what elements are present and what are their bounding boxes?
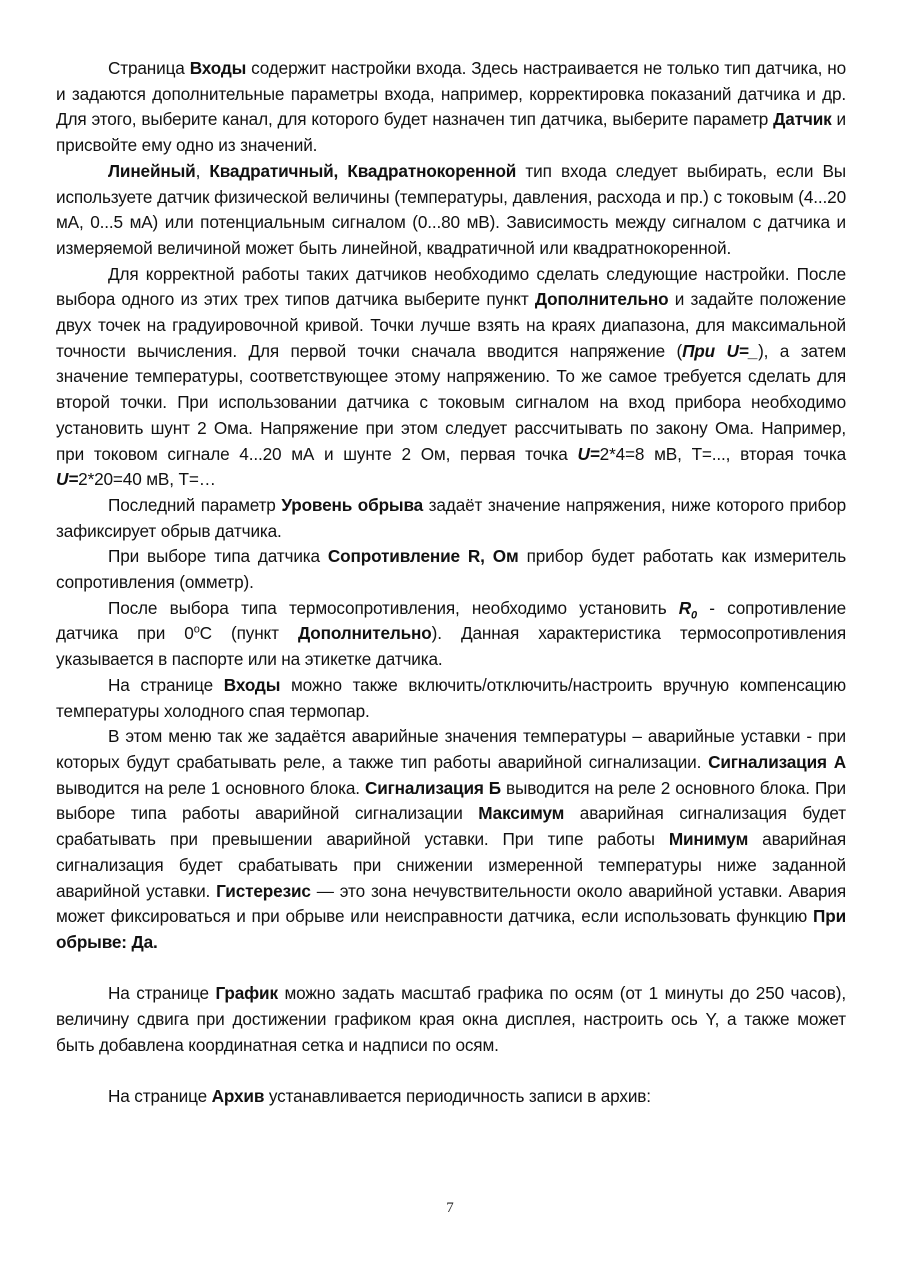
text: В этом меню так же задаётся аварийные значения температуры – аварийные уставки - при которых будут срабатывать реле, а также тип работы аварийной сигнализации. — [56, 726, 846, 772]
bold-term: Сигнализация Б — [364, 777, 501, 798]
bold-term: Входы — [223, 674, 281, 695]
bold-term: График — [215, 983, 278, 1004]
bold-italic-term: U= — [577, 443, 600, 464]
bold-italic-term: R — [678, 597, 692, 618]
text: Для корректной работы таких датчиков необходимо сделать следующие настройки. После выбора одного из этих трех типов датчика выберите пункт — [56, 263, 846, 310]
text: и задайте положение двух точек на градуировочной кривой. Точки лучше взять на краях диапазона, для максимальной точности вычисления. Для первой точки сначала вводится напряжение ( — [56, 289, 846, 361]
subscript: 0 — [691, 609, 698, 622]
bold-term: Максимум — [478, 803, 565, 824]
bold-term: Минимум — [668, 829, 749, 850]
paragraph-input-types — [56, 159, 846, 262]
text: На странице — [108, 1086, 212, 1107]
bold-term: Сигнализация А — [708, 751, 846, 772]
text: — это зона нечувствительности около аварийной уставки. Авария может фиксироваться и при обрыве или неисправности датчика, если использовать функцию — [56, 880, 846, 927]
bold-term: Входы — [189, 58, 247, 78]
text: прибор будет работать как измеритель сопротивления (омметр). — [56, 546, 847, 593]
text: На странице — [108, 983, 216, 1004]
text: 2*20=40 мВ, Т=… — [78, 469, 216, 490]
text: содержит настройки входа. Здесь настраивается не только тип датчика, но и задаются дополнительные параметры входа, например, корректировка показаний датчика и др. Для этого, выберите канал, для которого будет назначен тип датчика, выберите параметр — [56, 58, 846, 130]
paragraph-inputs-page — [56, 56, 846, 159]
bold-term: Дополнительно — [534, 289, 669, 310]
bold-term: При обрыве: Да. — [56, 906, 846, 952]
bold-term: Квадратичный, Квадратнокоренной — [209, 160, 517, 181]
bold-term: Дополнительно — [297, 623, 432, 644]
text: задаёт значение напряжения, ниже которого прибор зафиксирует обрыв датчика. — [56, 494, 846, 541]
text: При выборе типа датчика — [108, 546, 328, 567]
text: ). Данная характеристика термосопротивления указывается в паспорте или на этикетке датчика. — [56, 623, 846, 670]
text: аварийная сигнализация будет срабатывать при снижении измеренной температуры ниже заданной аварийной уставки. — [56, 829, 847, 901]
text: и присвойте ему одно из значений. — [56, 109, 846, 156]
text: На странице — [108, 674, 224, 695]
page-number: 7 — [446, 1200, 454, 1216]
text: можно задать масштаб графика по осям (от 1 минуты до 250 часов), величину сдвига при достижении графиком края окна дисплея, настроить ось Y, а также может быть добавлена координатная сетка и надписи по осям. — [56, 983, 846, 1055]
paragraph-archive-page — [56, 1084, 846, 1110]
text: Последний параметр — [108, 494, 282, 515]
text: аварийная сигнализация будет срабатывать при превышении аварийной уставки. При типе работы — [56, 803, 846, 850]
paragraph-break-level — [56, 493, 846, 544]
text: тип входа следует выбирать, если Вы используете датчик физической величины (температуры, давления, расхода и пр.) с токовым (4...20 мА, 0...5 мА) или потенциальным сигналом (0...80 мВ). Зависимость между сигналом с датчика и измеряемой величиной может быть линейной, квадратичной или квадратнокоренной. — [56, 160, 846, 258]
text: ), а затем значение температуры, соответствующее этому напряжению. То же самое требуется сделать для второй точки. При использовании датчика с токовым сигналом на вход прибора необходимо установить шунт 2 Ома. Напряжение при этом следует рассчитывать по закону Ома. Например, при токовом сигнале 4...20 мА и шунте 2 Ом, первая точка — [56, 340, 847, 464]
document-page — [56, 56, 846, 1110]
text: можно также включить/отключить/настроить вручную компенсацию температуры холодного спая термопар. — [56, 674, 846, 721]
paragraph-cold-junction — [56, 673, 846, 724]
text: устанавливается периодичность записи в архив: — [264, 1086, 651, 1107]
paragraph-calibration — [56, 262, 846, 493]
paragraph-rtd — [56, 596, 846, 673]
bold-term: Уровень обрыва — [281, 494, 424, 515]
bold-term: Линейный — [108, 160, 196, 181]
bold-italic-term: При U=_ — [682, 340, 759, 361]
text: выводится на реле 2 основного блока. При выборе типа работы аварийной сигнализации — [56, 777, 847, 824]
superscript: o — [193, 623, 200, 636]
bold-term: Датчик — [773, 109, 832, 130]
text: выводится на реле 1 основного блока. — [56, 777, 365, 798]
text: Страница — [108, 58, 190, 78]
bold-term: Сопротивление R, Ом — [327, 546, 519, 567]
paragraph-resistance — [56, 544, 846, 595]
paragraph-graph-page — [56, 981, 846, 1058]
text: , — [195, 160, 210, 181]
text: 2*4=8 мВ, Т=..., вторая точка — [599, 443, 846, 464]
bold-term: Архив — [211, 1086, 265, 1107]
text: С (пункт — [199, 623, 298, 644]
text: - сопротивление датчика при 0 — [56, 597, 847, 644]
paragraph-alarms — [56, 724, 846, 955]
text: После выбора типа термосопротивления, необходимо установить — [108, 597, 679, 618]
bold-term: Гистерезис — [216, 880, 311, 901]
bold-italic-term: U= — [56, 469, 79, 490]
